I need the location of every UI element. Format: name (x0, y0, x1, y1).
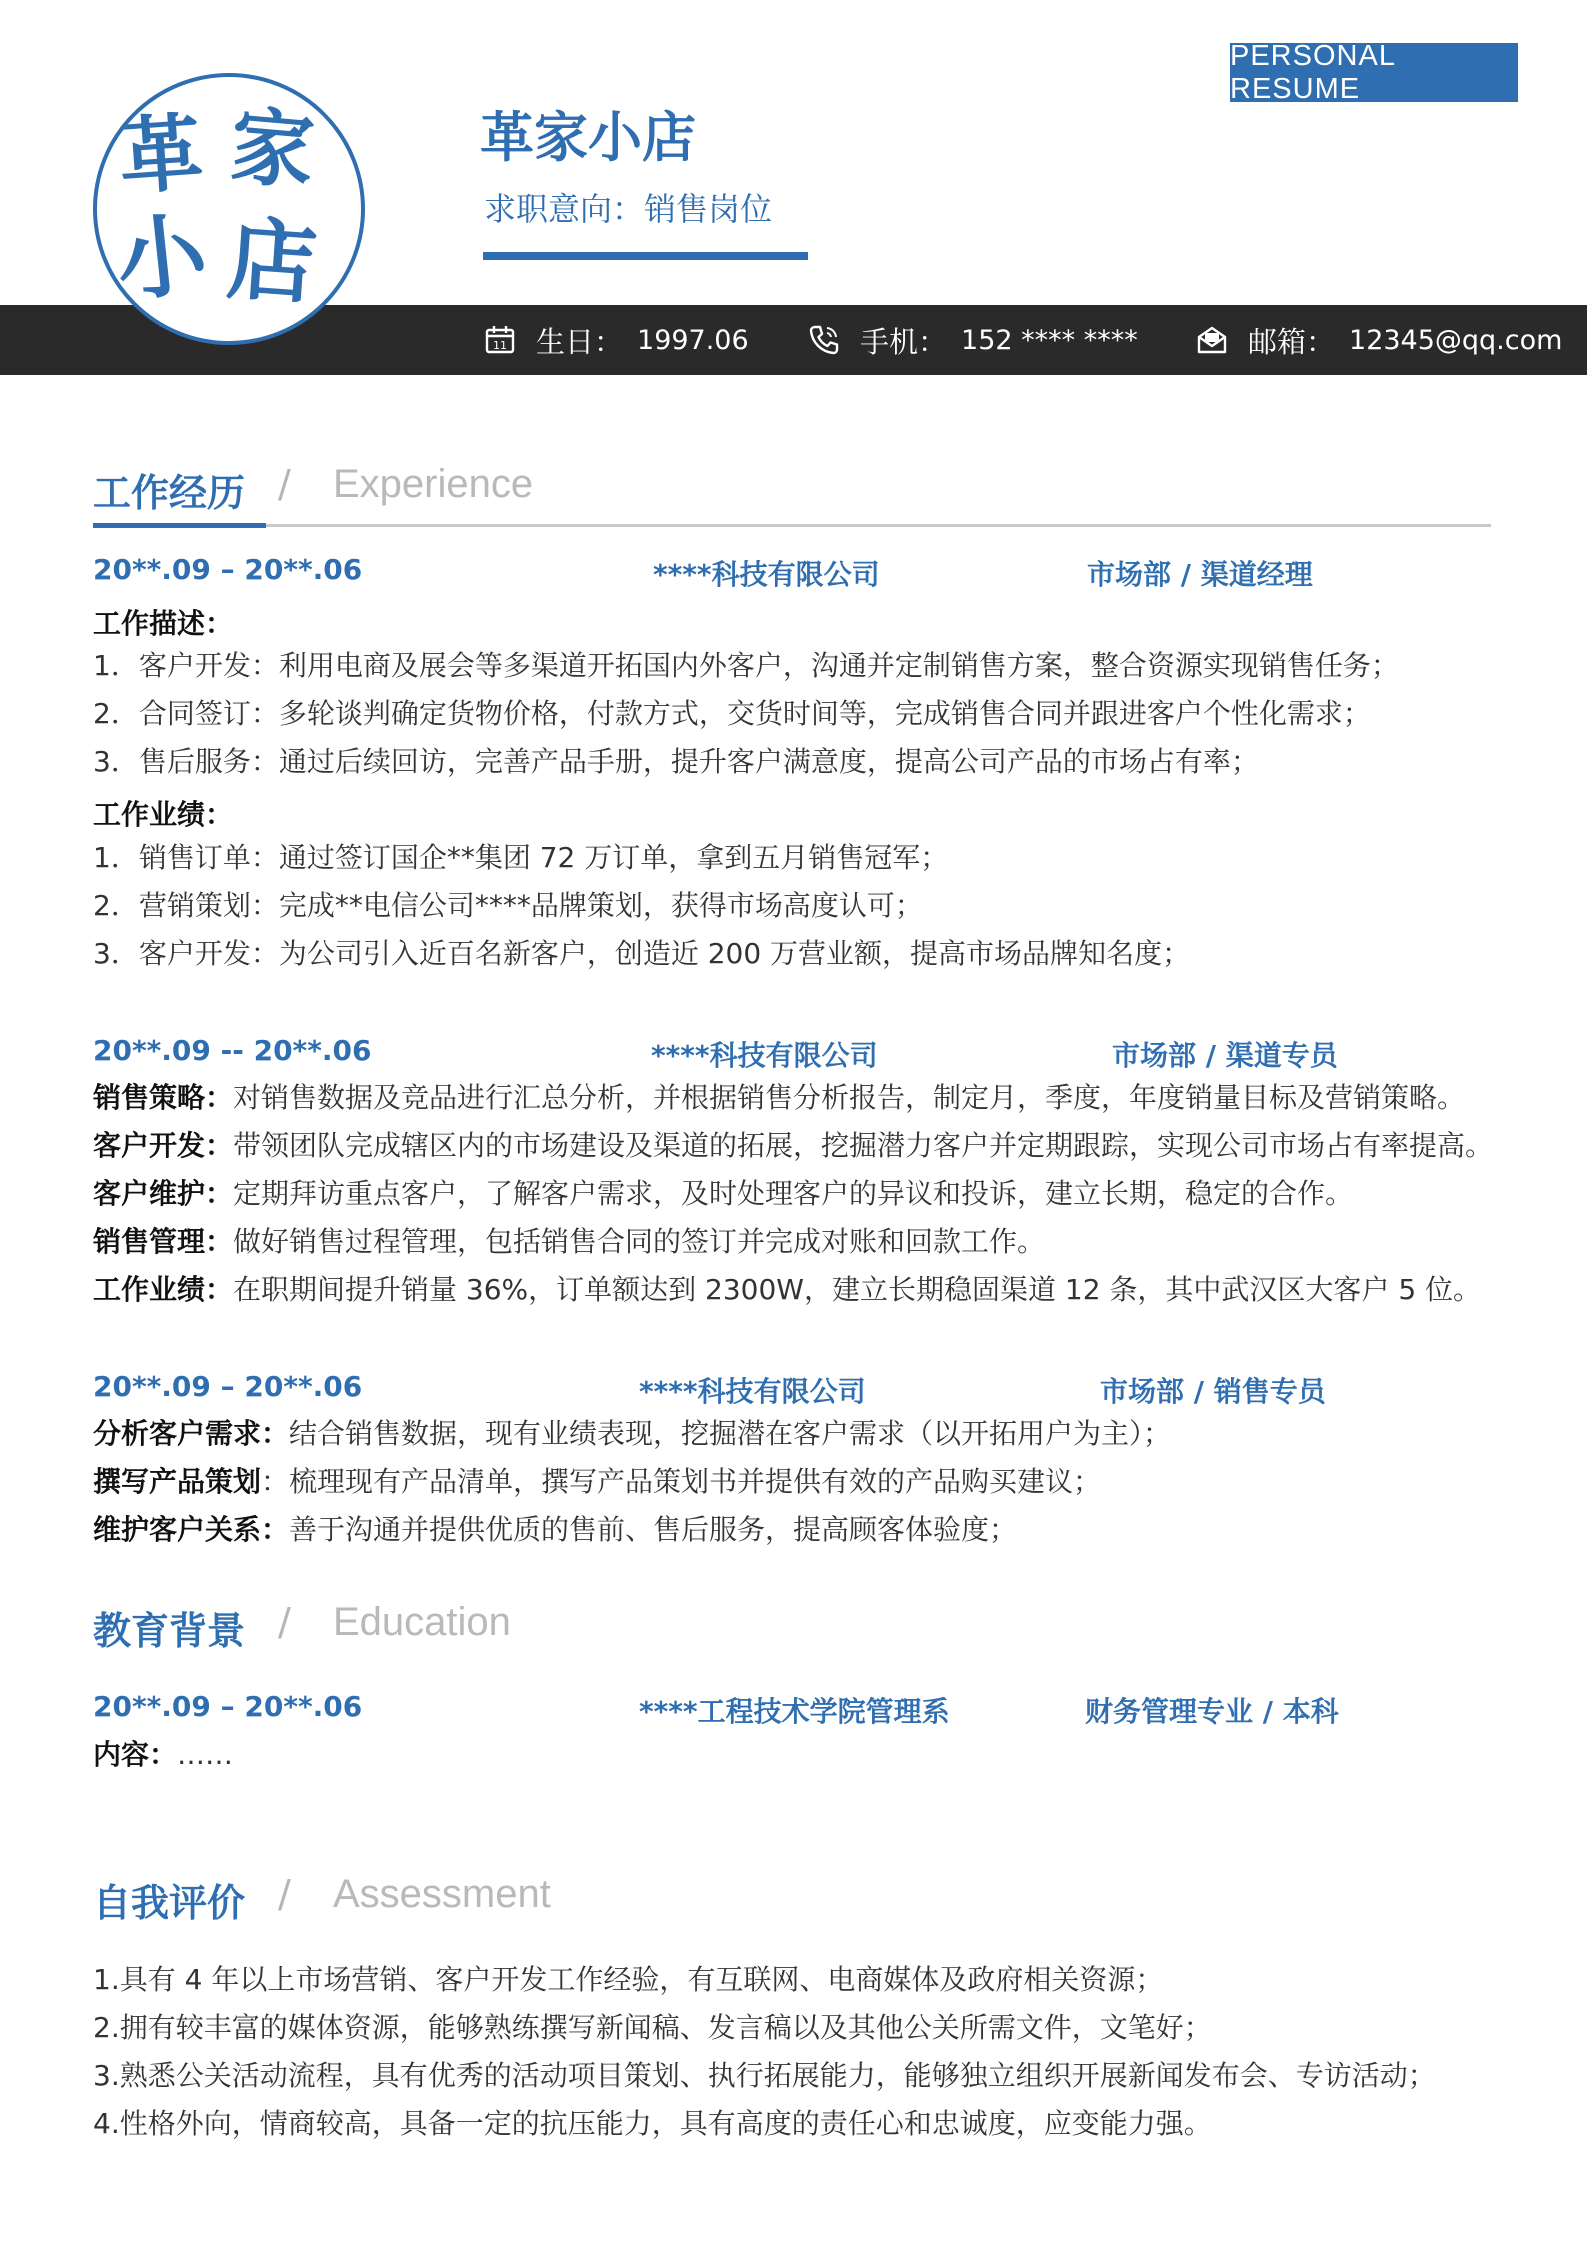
job-2-item-2-text: 带领团队完成辖区内的市场建设及渠道的拓展，挖掘潜力客户并定期跟踪，实现公司市场占有率提高。 (233, 1129, 1494, 1162)
phone-icon (808, 324, 840, 356)
svg-text:家: 家 (226, 96, 319, 202)
education-major: 财务管理专业 / 本科 (1085, 1695, 1339, 1728)
job-3-date: 20**.09 – 20**.06 (93, 1370, 363, 1403)
job-3-item-1-label: 分析客户需求： (93, 1417, 290, 1450)
job-3-item-2-label: 撰写产品策划 (93, 1465, 262, 1498)
logo-seal (93, 73, 365, 345)
job-2-item-5-text: 在职期间提升销量 36%，订单额达到 2300W，建立长期稳固渠道 12 条，其中武汉区大客户 5 位。 (233, 1273, 1482, 1306)
job-3-item-1-text: 结合销售数据，现有业绩表现，挖掘潜在客户需求（以开拓用户为主）； (289, 1417, 1172, 1450)
job-3-item-3 (93, 1510, 1017, 1550)
job-2-item-1-text: 对销售数据及竞品进行汇总分析，并根据销售分析报告，制定月，季度，年度销量目标及营销策略。 (233, 1081, 1466, 1114)
experience-slash: / (278, 462, 291, 506)
assessment-slash: / (278, 1872, 291, 1916)
job-1-date: 20**.09 – 20**.06 (93, 553, 363, 586)
education-date: 20**.09 – 20**.06 (93, 1690, 363, 1723)
job-2-item-2-label: 客户开发： (93, 1129, 234, 1162)
email-label: 邮箱： (1248, 324, 1336, 359)
phone-label: 手机： (860, 324, 948, 359)
job-2-date: 20**.09 -- 20**.06 (93, 1034, 372, 1067)
svg-text:11: 11 (493, 339, 507, 352)
job-1-desc-3: 3．售后服务：通过后续回访，完善产品手册，提升客户满意度，提高公司产品的市场占有率； (93, 745, 1259, 778)
experience-divider (93, 524, 1491, 527)
email-value: 12345@qq.com (1349, 324, 1563, 356)
phone-info (808, 305, 1138, 375)
job-2-item-3-label: 客户维护： (93, 1177, 234, 1210)
job-3-item-3-label: 维护客户关系： (93, 1513, 290, 1546)
job-2-item-4 (93, 1222, 1045, 1262)
job-2-item-5-label: 工作业绩： (93, 1273, 234, 1306)
svg-text:店: 店 (223, 206, 321, 318)
job-2-item-4-text: 做好销售过程管理，包括销售合同的签订并完成对账和回款工作。 (233, 1225, 1046, 1258)
job-3-item-1 (93, 1414, 1171, 1454)
svg-text:小: 小 (111, 201, 212, 316)
experience-title: 工作经历 (93, 471, 246, 515)
name-underline (483, 252, 808, 260)
assessment-item-1: 1.具有 4 年以上市场营销、客户开发工作经验，有互联网、电商媒体及政府相关资源； (93, 1963, 1164, 1996)
job-1-perf-1: 1．销售订单：通过签订国企**集团 72 万订单，拿到五月销售冠军； (93, 841, 949, 874)
mail-icon (1196, 324, 1228, 356)
assessment-title: 自我评价 (93, 1881, 246, 1925)
job-3-company: ****科技有限公司 (639, 1375, 866, 1408)
assessment-item-4: 4.性格外向，情商较高，具备一定的抗压能力，具有高度的责任心和忠诚度，应变能力强。 (93, 2107, 1212, 2140)
experience-title-en: Experience (333, 462, 534, 506)
job-2-item-3 (93, 1174, 1353, 1214)
job-2-item-1-label: 销售策略： (93, 1081, 234, 1114)
job-2-item-2 (93, 1126, 1493, 1166)
education-content-text: …… (177, 1738, 234, 1771)
job-1-perf-head: 工作业绩： (93, 798, 234, 831)
job-1-desc-head: 工作描述： (93, 607, 234, 640)
job-2-company: ****科技有限公司 (651, 1039, 878, 1072)
job-3-item-3-text: 善于沟通并提供优质的售前、售后服务，提高顾客体验度； (289, 1513, 1018, 1546)
birthday-info (484, 305, 749, 375)
job-1-company: ****科技有限公司 (653, 558, 880, 591)
job-intent: 求职意向：销售岗位 (484, 190, 773, 228)
job-3-item-2-text: ：梳理现有产品清单，撰写产品策划书并提供有效的产品购买建议； (261, 1465, 1102, 1498)
personal-resume-badge: PERSONAL RESUME (1230, 43, 1518, 102)
education-school: ****工程技术学院管理系 (639, 1695, 950, 1728)
job-2-item-4-label: 销售管理： (93, 1225, 234, 1258)
assessment-item-3: 3.熟悉公关活动流程，具有优秀的活动项目策划、执行拓展能力，能够独立组织开展新闻发布会、专访活动； (93, 2059, 1436, 2092)
job-1-perf-3: 3．客户开发：为公司引入近百名新客户，创造近 200 万营业额，提高市场品牌知名度； (93, 937, 1191, 970)
education-title: 教育背景 (93, 1609, 246, 1653)
job-3-role: 市场部 / 销售专员 (1100, 1375, 1326, 1408)
job-2-item-1 (93, 1078, 1465, 1118)
job-1-role: 市场部 / 渠道经理 (1087, 558, 1313, 591)
education-slash: / (278, 1600, 291, 1644)
birthday-label: 生日： (536, 324, 624, 359)
job-3-item-2 (93, 1462, 1101, 1502)
email-info (1196, 305, 1562, 375)
job-1-desc-2: 2．合同签订：多轮谈判确定货物价格，付款方式，交货时间等，完成销售合同并跟进客户个性化需求； (93, 697, 1371, 730)
candidate-name: 革家小店 (480, 106, 696, 169)
job-1-desc-1: 1．客户开发：利用电商及展会等多渠道开拓国内外客户，沟通并定制销售方案，整合资源实现销售任务； (93, 649, 1399, 682)
phone-value: 152 **** **** (961, 324, 1138, 356)
experience-divider-accent (93, 523, 266, 528)
job-2-item-3-text: 定期拜访重点客户，了解客户需求，及时处理客户的异议和投诉，建立长期，稳定的合作。 (233, 1177, 1354, 1210)
job-2-role: 市场部 / 渠道专员 (1112, 1039, 1338, 1072)
education-title-en: Education (333, 1600, 511, 1644)
education-content (93, 1735, 233, 1775)
education-content-label: 内容： (93, 1738, 178, 1771)
job-2-item-5 (93, 1270, 1481, 1310)
job-1-perf-2: 2．营销策划：完成**电信公司****品牌策划，获得市场高度认可； (93, 889, 923, 922)
birthday-value: 1997.06 (637, 324, 749, 356)
svg-text:革: 革 (115, 103, 207, 207)
calendar-icon (484, 324, 516, 356)
assessment-title-en: Assessment (333, 1872, 551, 1916)
assessment-item-2: 2.拥有较丰富的媒体资源，能够熟练撰写新闻稿、发言稿以及其他公关所需文件，文笔好； (93, 2011, 1212, 2044)
